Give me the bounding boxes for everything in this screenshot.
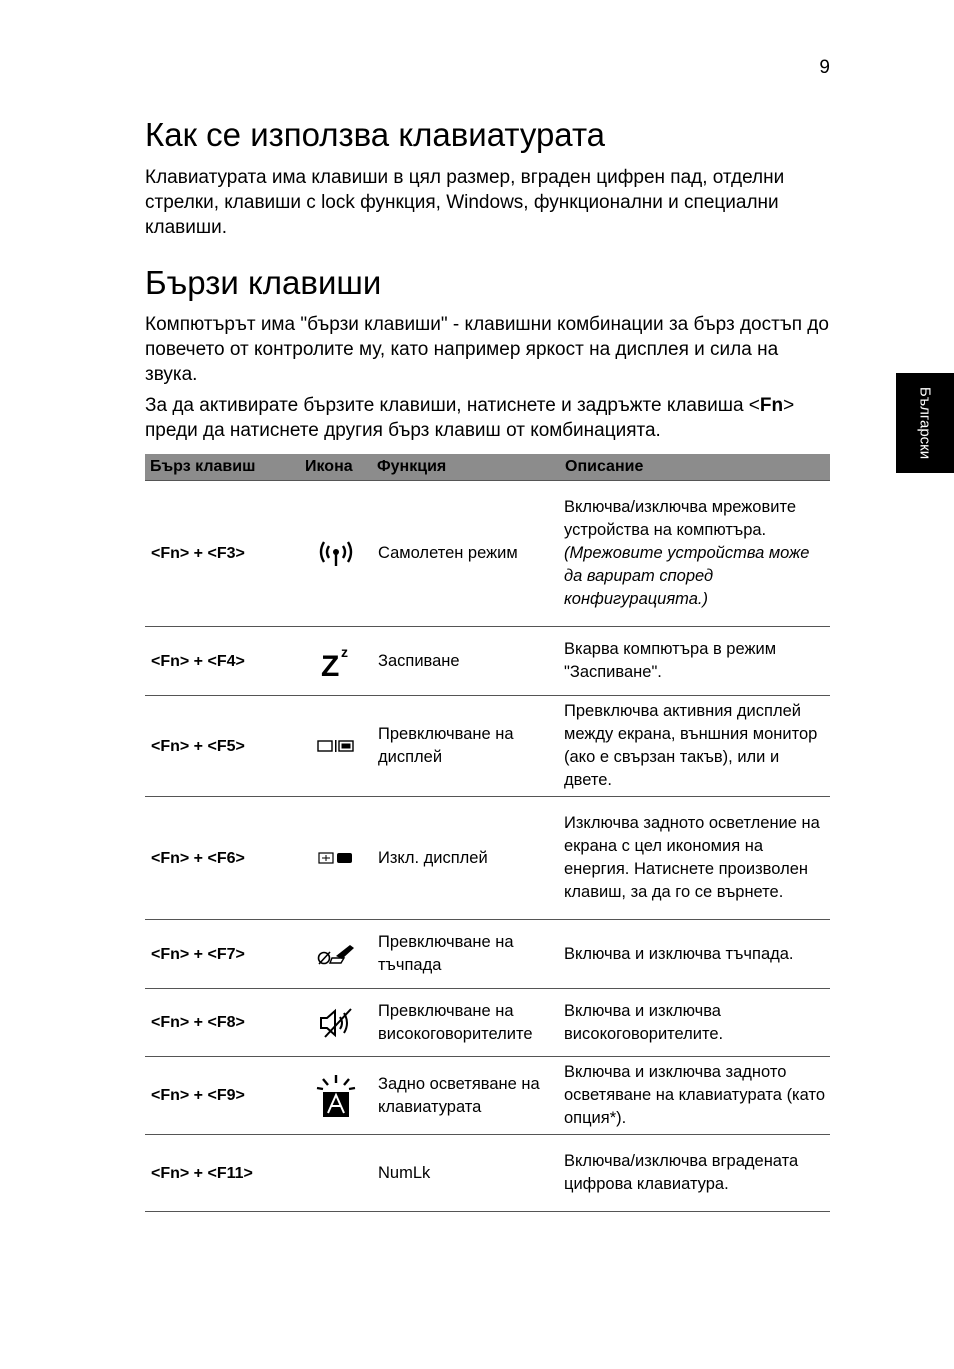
hotkey-cell: <Fn> + <F9> (145, 1057, 300, 1135)
description-text: Включва и изключва високоговорителите. (564, 1001, 724, 1043)
function-cell: NumLk (372, 1135, 560, 1212)
function-cell: Заспиване (372, 627, 560, 696)
section-title-keyboard: Как се използва клавиатурата (145, 116, 606, 153)
hotkey-cell: <Fn> + <F8> (145, 989, 300, 1057)
svg-text:z: z (341, 644, 348, 660)
display-off-icon (318, 851, 354, 865)
fn-key-label: Fn (759, 395, 784, 416)
keyboard-backlight-icon (314, 1073, 358, 1119)
language-tab-label: Български (916, 386, 934, 460)
function-cell: Самолетен режим (372, 481, 560, 627)
table-row (145, 989, 830, 1057)
description-text: Включва/изключва мрежовите устройства на компютъра. (564, 498, 797, 539)
page-number: 9 (819, 57, 830, 78)
instruction-text-after: > преди да натиснете другия бърз клавиш от комбинацията. (145, 395, 795, 441)
svg-text:Z: Z (321, 650, 340, 679)
hotkey-cell: <Fn> + <F4> (145, 627, 300, 696)
table-header-row (145, 454, 830, 481)
table-row (145, 1057, 830, 1135)
table-row (145, 797, 830, 920)
header-hotkey: Бърз клавиш (145, 454, 300, 481)
hotkey-cell: <Fn> + <F5> (145, 696, 300, 797)
hotkey-cell: <Fn> + <F3> (145, 481, 300, 627)
hotkey-cell: <Fn> + <F6> (145, 797, 300, 920)
header-function: Функция (372, 454, 560, 481)
display-toggle-icon (317, 738, 355, 754)
hotkey-cell: <Fn> + <F11> (145, 1135, 300, 1212)
description-text: Включва и изключва тъчпада. (564, 944, 794, 963)
function-cell: Задно осветяване на клавиатурата (372, 1057, 560, 1135)
hotkey-cell: <Fn> + <F7> (145, 920, 300, 989)
table-row (145, 1135, 830, 1212)
language-tab (896, 373, 954, 473)
icon-cell-empty (300, 1135, 372, 1212)
description-text: Превключва активния дисплей между екрана, външния монитор (ако е свързан такъв), или и двете. (564, 702, 818, 789)
header-description: Описание (560, 454, 830, 481)
description-text: Вкарва компютъра в режим "Заспиване". (564, 640, 777, 681)
header-icon: Икона (300, 454, 372, 481)
description-text: Включва и изключва задното осветяване на клавиатурата (като опция*). (564, 1063, 826, 1127)
sleep-icon (319, 643, 353, 679)
table-row (145, 696, 830, 797)
description-note: (Мрежовите устройства може да варират според конфигурацията.) (564, 544, 810, 608)
description-text: Включва/изключва вградената цифрова клавиатура. (564, 1152, 799, 1193)
speaker-mute-icon (317, 1007, 355, 1039)
touchpad-toggle-icon (316, 941, 356, 967)
table-row (145, 920, 830, 989)
section-title-hotkeys: Бързи клавиши (145, 264, 382, 301)
table-row (145, 481, 830, 627)
hotkeys-intro-paragraph: Компютърът има "бързи клавиши" - клавишни комбинации за бърз достъп до повечето от контролите му, като например яркост на дисплея и сила на звука. (145, 314, 829, 385)
function-cell: Изкл. дисплей (372, 797, 560, 920)
instruction-text-before: За да активирате бързите клавиши, натиснете и задръжте клавиша < (145, 395, 760, 416)
hotkeys-instruction-paragraph (145, 393, 835, 443)
function-cell: Превключване на високоговорителите (372, 989, 560, 1057)
hotkeys-table (145, 454, 830, 1212)
wireless-icon (316, 537, 356, 571)
keyboard-intro-paragraph: Клавиатурата има клавиши в цял размер, вграден цифрен пад, отделни стрелки, клавиши с lock функция, Windows, функционални и специални клавиши. (145, 167, 785, 238)
function-cell: Превключване на тъчпада (372, 920, 560, 989)
table-row (145, 627, 830, 696)
description-text: Изключва задното осветление на екрана с цел икономия на енергия. Натиснете произволен клавиш, за да го се върнете. (564, 814, 820, 901)
function-cell: Превключване на дисплей (372, 696, 560, 797)
